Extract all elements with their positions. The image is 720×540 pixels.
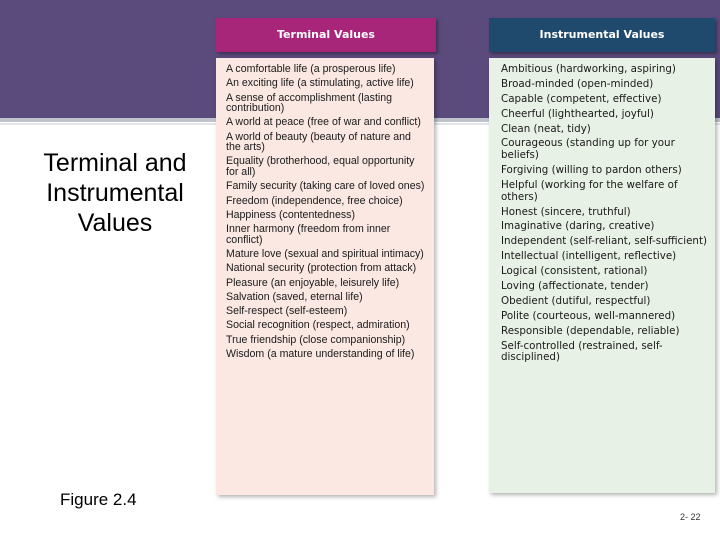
list-item: Independent (self-reliant, self-sufficient) bbox=[501, 235, 707, 248]
list-item: A comfortable life (a prosperous life) bbox=[226, 63, 396, 75]
instrumental-values-header: Instrumental Values bbox=[489, 18, 715, 52]
list-item: Obedient (dutiful, respectful) bbox=[501, 294, 651, 307]
list-item: National security (protection from attack) bbox=[226, 262, 417, 275]
list-item: A world of beauty (beauty of nature and the arts) bbox=[226, 130, 411, 154]
list-item: Salvation (saved, eternal life) bbox=[226, 290, 363, 303]
list-item: Polite (courteous, well-mannered) bbox=[501, 309, 676, 322]
instrumental-values-column bbox=[489, 18, 709, 493]
list-item: Inner harmony (freedom from inner conflict) bbox=[226, 223, 391, 246]
list-item: Self-controlled (restrained, self-disciplined) bbox=[501, 339, 663, 364]
list-item: True friendship (close companionship) bbox=[226, 333, 406, 346]
list-item: Broad-minded (open-minded) bbox=[501, 77, 654, 90]
list-item: Ambitious (hardworking, aspiring) bbox=[501, 63, 676, 75]
list-item: A sense of accomplishment (lasting contribution) bbox=[226, 91, 393, 115]
list-item: Freedom (independence, free choice) bbox=[226, 194, 403, 207]
list-item: Responsible (dependable, reliable) bbox=[501, 324, 680, 337]
page-title: Terminal and Instrumental Values bbox=[43, 149, 187, 237]
terminal-values-header: Terminal Values bbox=[216, 18, 436, 52]
list-item: Wisdom (a mature understanding of life) bbox=[226, 348, 415, 361]
list-item: Happiness (contentedness) bbox=[226, 208, 355, 221]
list-item: Imaginative (daring, creative) bbox=[501, 220, 655, 233]
list-item: Cheerful (lighthearted, joyful) bbox=[501, 107, 654, 120]
list-item: Family security (taking care of loved ones) bbox=[226, 180, 425, 193]
figure-caption: Figure 2.4 bbox=[60, 490, 137, 509]
list-item: Capable (competent, effective) bbox=[501, 92, 662, 105]
list-item: An exciting life (a stimulating, active life) bbox=[226, 77, 414, 90]
list-item: Helpful (working for the welfare of others) bbox=[501, 178, 678, 203]
list-item: Mature love (sexual and spiritual intimacy) bbox=[226, 247, 424, 260]
instrumental-values-list bbox=[501, 64, 709, 364]
list-item: Equality (brotherhood, equal opportunity for all) bbox=[226, 155, 415, 178]
list-item: Courageous (standing up for your beliefs) bbox=[501, 137, 675, 162]
list-item: Intellectual (intelligent, reflective) bbox=[501, 250, 677, 263]
list-item: Social recognition (respect, admiration) bbox=[226, 319, 410, 332]
list-item: Forgiving (willing to pardon others) bbox=[501, 164, 682, 177]
list-item: A world at peace (free of war and conflict) bbox=[226, 116, 421, 129]
list-item: Clean (neat, tidy) bbox=[501, 122, 591, 135]
list-item: Logical (consistent, rational) bbox=[501, 265, 648, 278]
terminal-values-list-panel bbox=[216, 58, 434, 495]
list-item: Pleasure (an enjoyable, leisurely life) bbox=[226, 276, 400, 289]
list-item: Self-respect (self-esteem) bbox=[226, 305, 348, 318]
terminal-values-list bbox=[226, 64, 428, 360]
list-item: Loving (affectionate, tender) bbox=[501, 279, 649, 292]
terminal-values-column bbox=[216, 18, 436, 495]
instrumental-values-list-panel bbox=[489, 58, 715, 493]
page-number: 2- 22 bbox=[680, 512, 701, 522]
list-item: Honest (sincere, truthful) bbox=[501, 205, 631, 218]
